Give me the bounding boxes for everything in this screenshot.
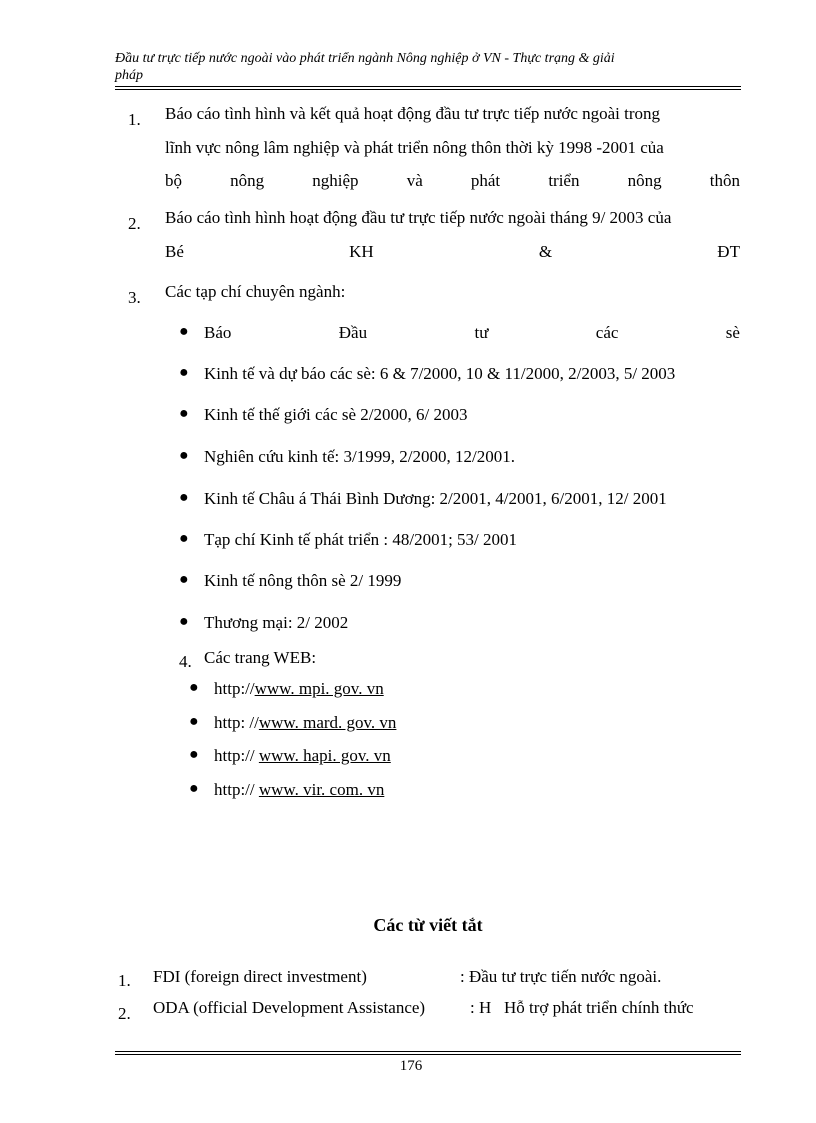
reference-text: Các tạp chí chuyên ngành:	[165, 282, 346, 301]
abbreviation-term: ODA (official Development Assistance)	[153, 998, 426, 1017]
bullet-icon: ●	[179, 613, 189, 630]
bullet-icon: ●	[179, 489, 189, 506]
bullet-icon: ●	[179, 364, 189, 381]
abbreviation-term: FDI (foreign direct investment)	[153, 967, 367, 986]
header-rule	[115, 86, 741, 87]
abbreviation-meaning: : H Hỗ trợ phát triển chính thức	[470, 998, 694, 1017]
document-title: Đầu tư trực tiếp nước ngoài vào phát triển ngành Nông nghiệp ở VN - Thực trạng & giải pháp	[115, 51, 615, 83]
bullet-icon: ●	[179, 530, 189, 547]
reference-text: lĩnh vực nông lâm nghiệp và phát triển nông thôn thời kỳ 1998 -2001 của	[165, 138, 664, 157]
website-link[interactable]: www. mard. gov. vn	[258, 713, 397, 732]
reference-text: Báo cáo tình hình và kết quả hoạt động đầu tư trực tiếp nước ngoài trong	[165, 104, 661, 123]
website-link[interactable]: www. mpi. gov. vn	[254, 679, 384, 698]
footer-rule	[115, 1051, 741, 1052]
section-title: Các từ viết tắt	[373, 915, 483, 935]
reference-text: Báo cáo tình hình hoạt động đầu tư trực tiếp nước ngoài tháng 9/ 2003 của	[165, 208, 672, 227]
website-link[interactable]: www. hapi. gov. vn	[258, 746, 391, 765]
reference-text: Bé KH & ĐT	[165, 242, 740, 261]
bullet-icon: ●	[179, 447, 189, 464]
reference-text: bộ nông nghiệp và phát triển nông thôn	[165, 171, 740, 190]
header-rule-inner	[115, 89, 741, 90]
bullet-icon: ●	[189, 780, 199, 797]
website-link[interactable]: www. vir. com. vn	[258, 780, 385, 799]
page-number: 176	[399, 1058, 423, 1074]
bullet-icon: ●	[179, 323, 189, 340]
bullet-icon: ●	[189, 679, 199, 696]
bullet-icon: ●	[189, 713, 199, 730]
bullet-icon: ●	[189, 746, 199, 763]
bullet-icon: ●	[179, 405, 189, 422]
footer-rule-inner	[115, 1054, 741, 1055]
abbreviation-meaning: : Đầu tư trực tiến nước ngoài.	[460, 967, 662, 986]
bullet-icon: ●	[179, 571, 189, 588]
